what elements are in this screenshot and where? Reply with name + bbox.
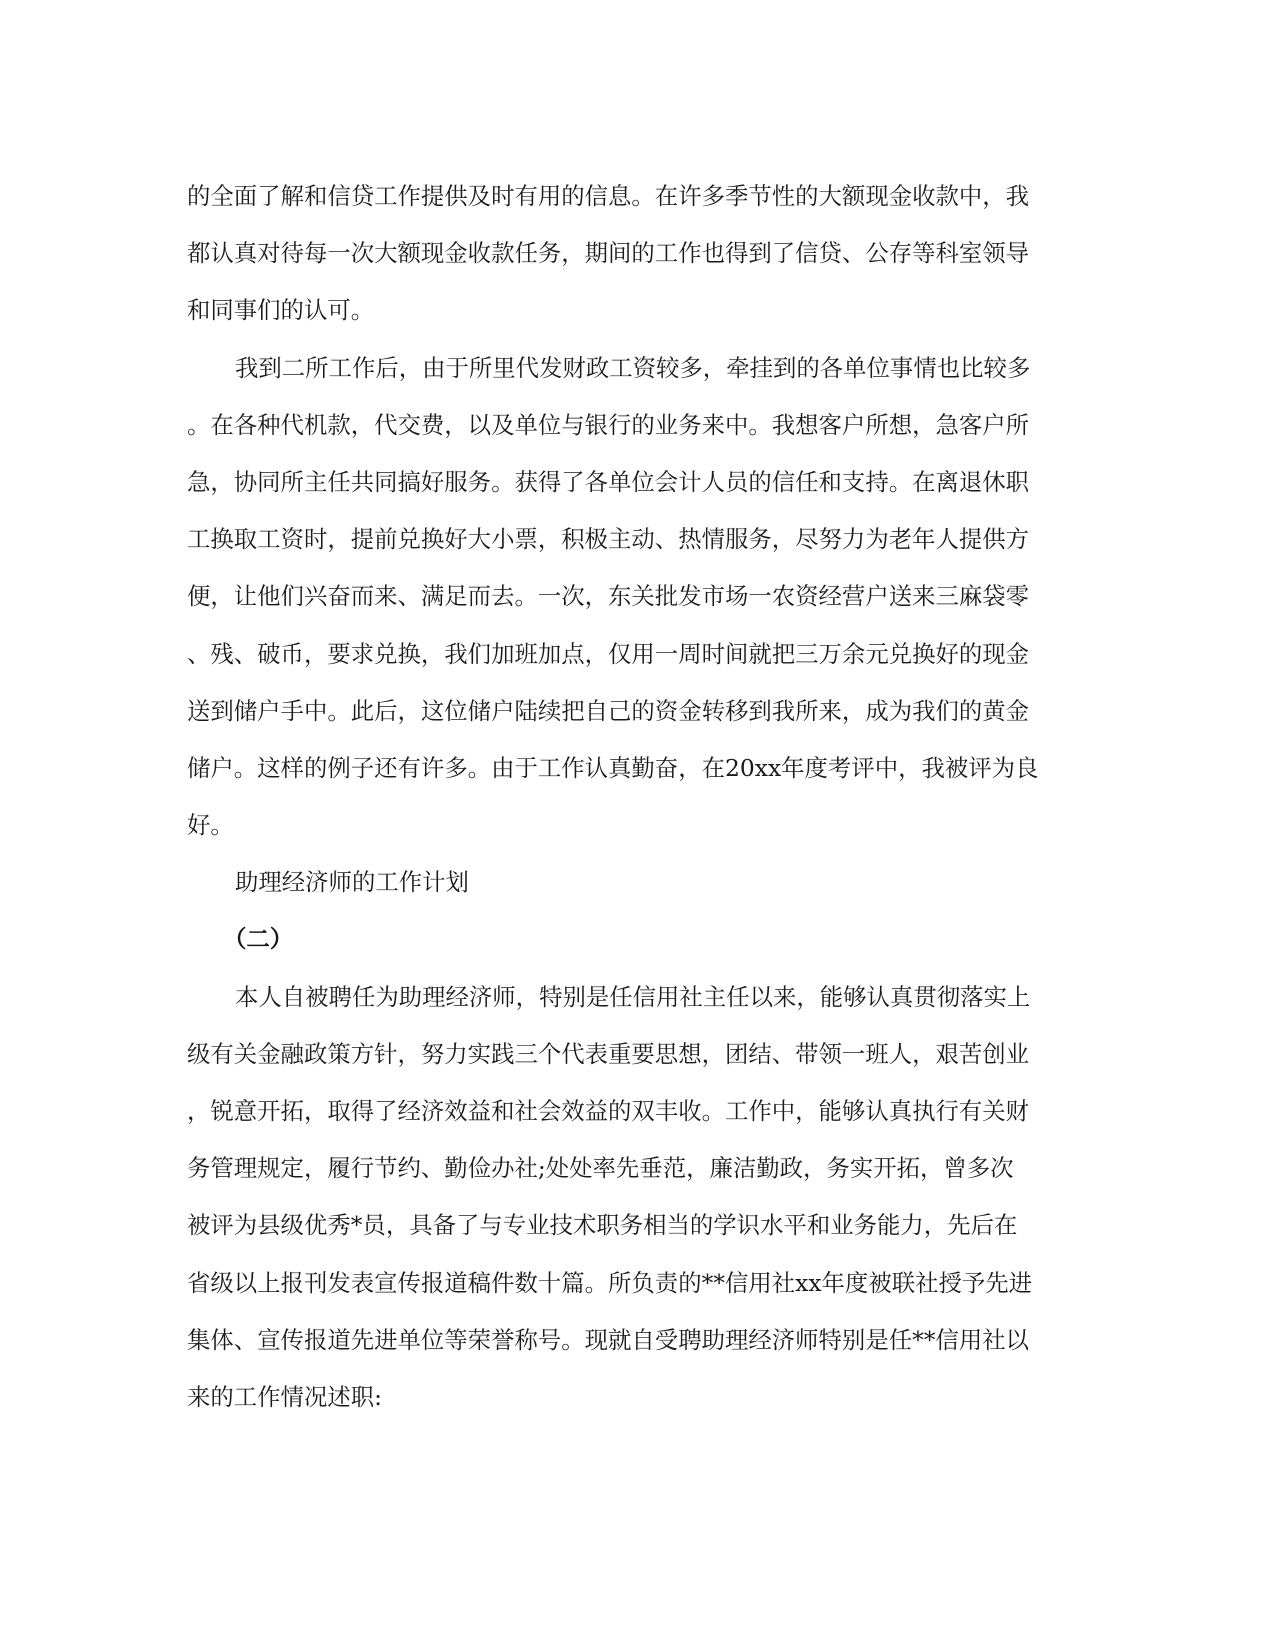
body-line: 好。 <box>187 811 234 840</box>
body-line: 本人自被聘任为助理经济师，特别是任信用社主任以来，能够认真贯彻落实上 <box>235 982 1031 1011</box>
body-line: 。在各种代机款，代交费，以及单位与银行的业务来中。我想客户所想，急客户所 <box>187 410 1030 439</box>
section-sub-heading: （二） <box>223 925 294 954</box>
body-line: 被评为县级优秀*员，具备了与专业技术职务相当的学识水平和业务能力，先后在 <box>187 1211 1018 1240</box>
body-line: 、残、破币，要求兑换，我们加班加点，仅用一周时间就把三万余元兑换好的现金 <box>187 639 1030 668</box>
document-body <box>187 168 1087 1426</box>
body-line: 急，协同所主任共同搞好服务。获得了各单位会计人员的信任和支持。在离退休职 <box>187 467 1030 496</box>
body-line: 务管理规定，履行节约、勤俭办社;处处率先垂范，廉洁勤政，务实开拓，曾多次 <box>187 1154 1014 1183</box>
body-line: 来的工作情况述职: <box>187 1382 383 1411</box>
body-line: 级有关金融政策方针，努力实践三个代表重要思想，团结、带领一班人，艰苦创业 <box>187 1039 1030 1068</box>
section-heading: 助理经济师的工作计划 <box>235 868 469 897</box>
body-line: 送到储户手中。此后，这位储户陆续把自己的资金转移到我所来，成为我们的黄金 <box>187 696 1030 725</box>
body-line: 都认真对待每一次大额现金收款任务，期间的工作也得到了信贷、公存等科室领导 <box>187 239 1030 268</box>
body-line: 储户。这样的例子还有许多。由于工作认真勤奋，在20xx年度考评中，我被评为良 <box>187 753 1039 782</box>
body-line: ，锐意开拓，取得了经济效益和社会效益的双丰收。工作中，能够认真执行有关财 <box>187 1097 1030 1125</box>
body-line: 和同事们的认可。 <box>187 296 375 325</box>
body-line: 省级以上报刊发表宣传报道稿件数十篇。所负责的**信用社xx年度被联社授予先进 <box>187 1268 1033 1297</box>
body-line: 的全面了解和信贷工作提供及时有用的信息。在许多季节性的大额现金收款中，我 <box>187 182 1030 210</box>
body-line: 我到二所工作后，由于所里代发财政工资较多，牵挂到的各单位事情也比较多 <box>235 353 1031 382</box>
body-line: 便，让他们兴奋而来、满足而去。一次，东关批发市场一农资经营户送来三麻袋零 <box>187 582 1030 611</box>
body-line: 集体、宣传报道先进单位等荣誉称号。现就自受聘助理经济师特别是任**信用社以 <box>187 1325 1030 1354</box>
body-line: 工换取工资时，提前兑换好大小票，积极主动、热情服务，尽努力为老年人提供方 <box>187 525 1030 554</box>
